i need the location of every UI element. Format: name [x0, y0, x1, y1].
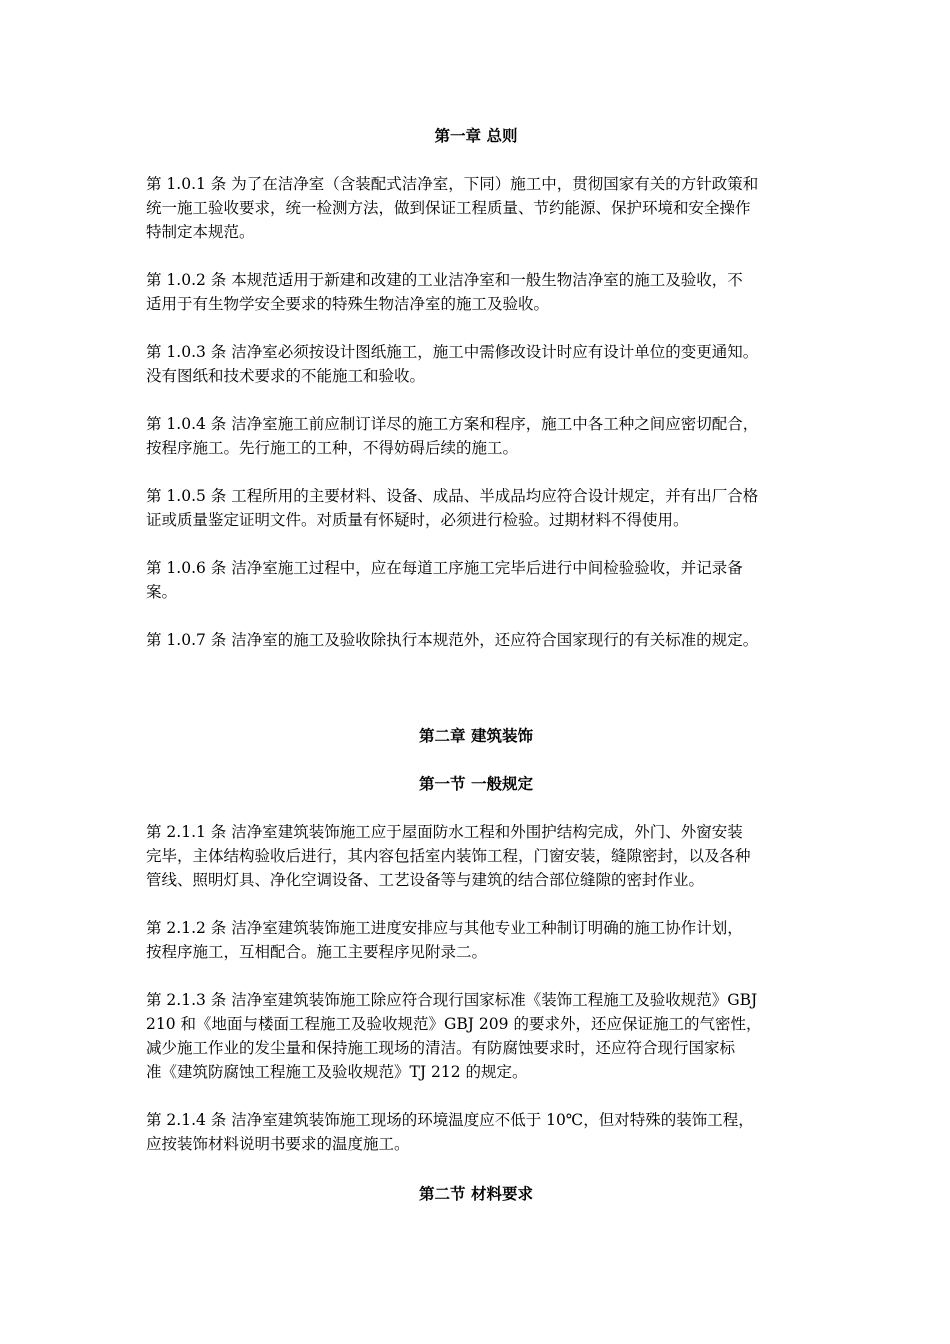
article-1-0-7: [146, 628, 818, 652]
text-line: 适用于有生物学安全要求的特殊生物洁净室的施工及验收。: [146, 295, 550, 313]
chapter-2-title: 第二章 建筑装饰: [419, 726, 533, 745]
text-line: 特制定本规范。: [146, 223, 255, 241]
text-line: 管线、照明灯具、净化空调设备、工艺设备等与建筑的结合部位缝隙的密封作业。: [146, 871, 705, 889]
text-line: 减少施工作业的发尘量和保持施工现场的清洁。有防腐蚀要求时，还应符合现行国家标: [146, 1039, 736, 1057]
text-line: 证或质量鉴定证明文件。对质量有怀疑时，必须进行检验。过期材料不得使用。: [146, 511, 689, 529]
section-2-title: 第二节 材料要求: [419, 1184, 533, 1203]
section-1-title: 第一节 一般规定: [419, 774, 533, 793]
text-line: 第 2.1.3 条 洁净室建筑装饰施工除应符合现行国家标准《装饰工程施工及验收规范》GBJ: [146, 991, 758, 1009]
article-2-1-2: [146, 916, 818, 964]
text-line: 第 1.0.2 条 本规范适用于新建和改建的工业洁净室和一般生物洁净室的施工及验收，不: [146, 271, 743, 289]
article-2-1-1: [146, 820, 818, 892]
text-line: 第 2.1.4 条 洁净室建筑装饰施工现场的环境温度应不低于 10℃，但对特殊的装饰工程，: [146, 1111, 754, 1129]
text-line: 210 和《地面与楼面工程施工及验收规范》GBJ 209 的要求外，还应保证施工的气密性，: [146, 1015, 762, 1033]
article-1-0-1: [146, 172, 818, 244]
text-line: 第 1.0.6 条 洁净室施工过程中，应在每道工序施工完毕后进行中间检验验收，并记录备: [146, 559, 743, 577]
article-1-0-3: [146, 340, 818, 388]
article-2-1-3: [146, 988, 818, 1084]
chapter-1-title: 第一章 总则: [434, 126, 518, 145]
text-line: 案。: [146, 583, 178, 601]
text-line: 第 1.0.5 条 工程所用的主要材料、设备、成品、半成品均应符合设计规定，并有出厂合格: [146, 487, 759, 505]
article-1-0-5: [146, 484, 818, 532]
article-1-0-2: [146, 268, 818, 316]
text-line: 按程序施工。先行施工的工种，不得妨碍后续的施工。: [146, 439, 519, 457]
text-line: 第 1.0.1 条 为了在洁净室（含装配式洁净室，下同）施工中，贯彻国家有关的方针政策和: [146, 175, 759, 193]
article-1-0-6: [146, 556, 818, 604]
text-line: 完毕，主体结构验收后进行，其内容包括室内装饰工程，门窗安装，缝隙密封，以及各种: [146, 847, 751, 865]
text-line: 按程序施工，互相配合。施工主要程序见附录二。: [146, 943, 488, 961]
text-line: 没有图纸和技术要求的不能施工和验收。: [146, 367, 426, 385]
text-line: 第 2.1.1 条 洁净室建筑装饰施工应于屋面防水工程和外围护结构完成，外门、外窗安装: [146, 823, 743, 841]
text-line: 第 1.0.4 条 洁净室施工前应制订详尽的施工方案和程序，施工中各工种之间应密切配合，: [146, 415, 759, 433]
text-line: 第 1.0.7 条 洁净室的施工及验收除执行本规范外，还应符合国家现行的有关标准的规定。: [146, 631, 759, 649]
text-line: 准《建筑防腐蚀工程施工及验收规范》TJ 212 的规定。: [146, 1063, 528, 1081]
article-2-1-4: [146, 1108, 818, 1156]
article-1-0-4: [146, 412, 818, 460]
text-line: 第 1.0.3 条 洁净室必须按设计图纸施工，施工中需修改设计时应有设计单位的变更通知。: [146, 343, 759, 361]
text-line: 第 2.1.2 条 洁净室建筑装饰施工进度安排应与其他专业工种制订明确的施工协作计划，: [146, 919, 743, 937]
text-line: 统一施工验收要求，统一检测方法，做到保证工程质量、节约能源、保护环境和安全操作: [146, 199, 751, 217]
text-line: 应按装饰材料说明书要求的温度施工。: [146, 1135, 410, 1153]
